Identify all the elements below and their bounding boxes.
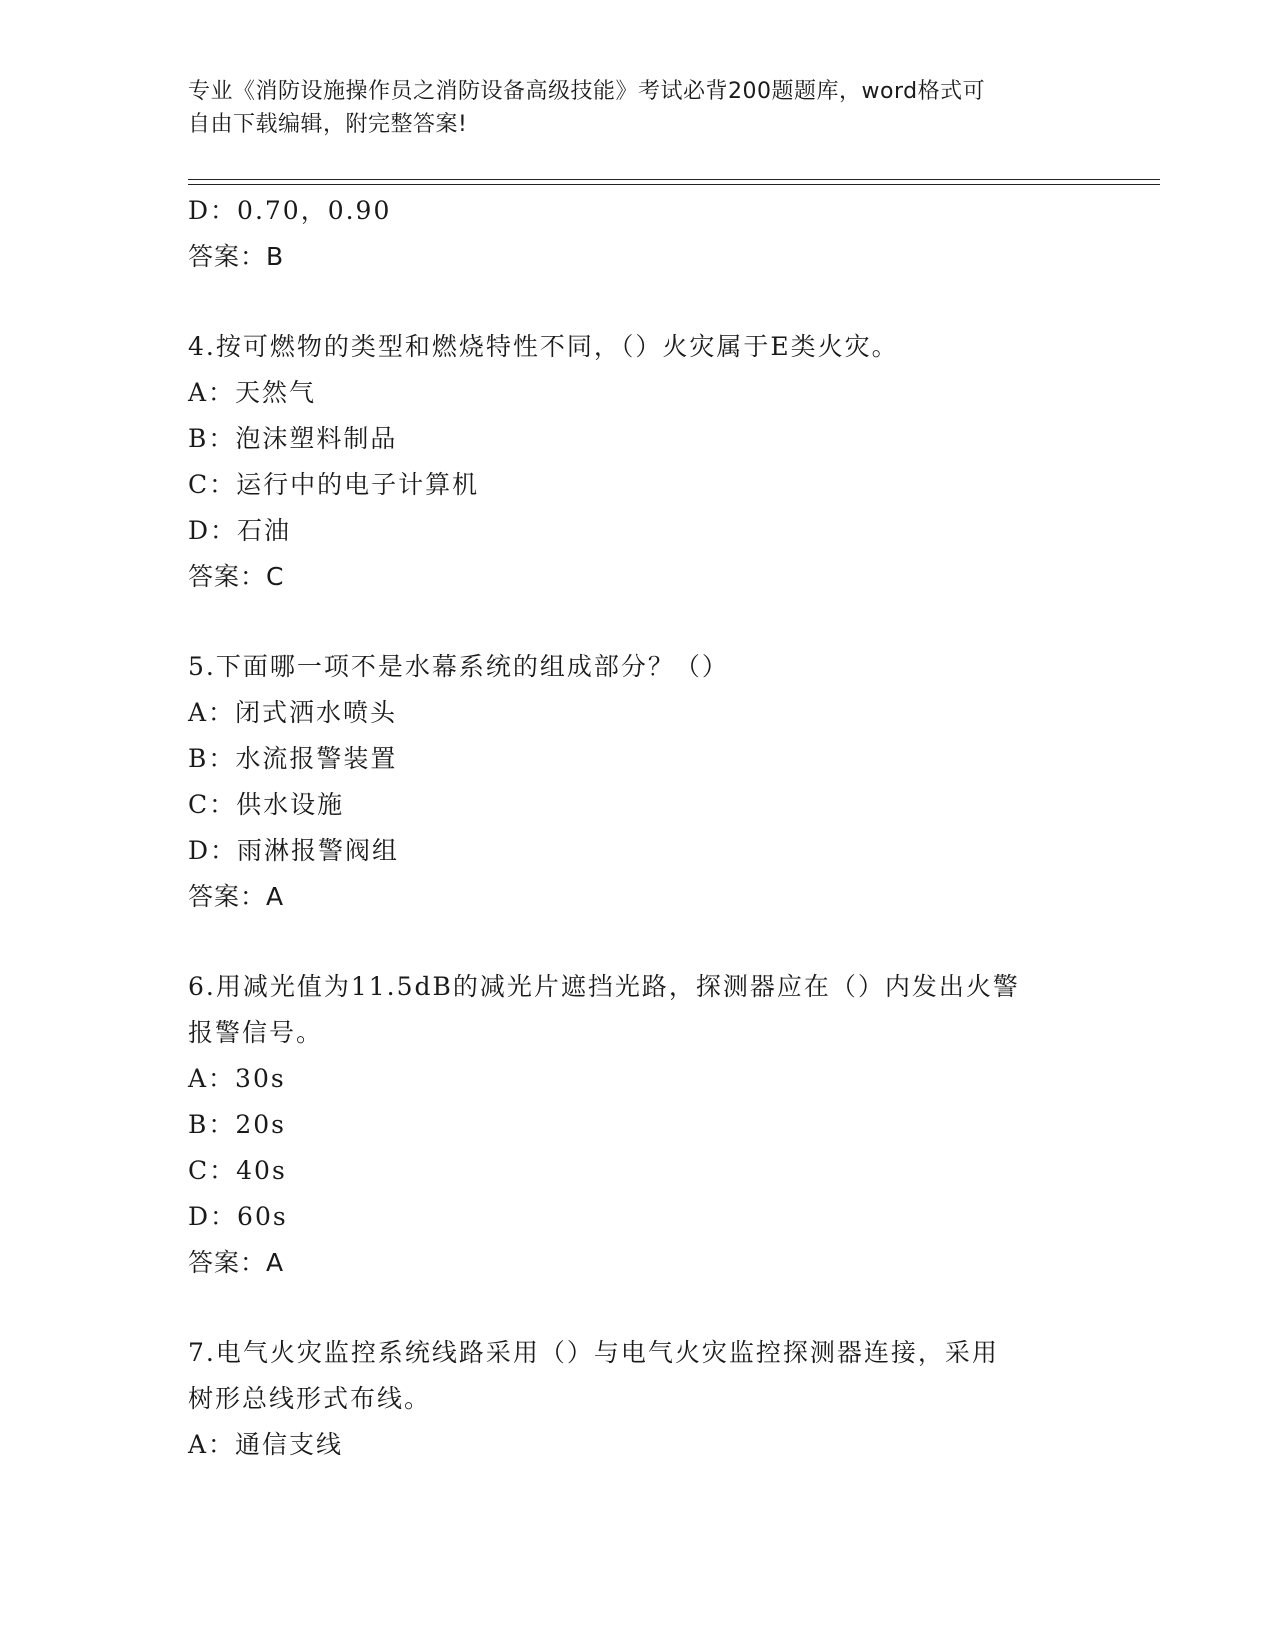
question-block bbox=[188, 964, 1118, 1286]
answer-line: 答案：A bbox=[188, 882, 285, 911]
option-b: B：20s bbox=[188, 1110, 287, 1139]
option-a: A：闭式洒水喷头 bbox=[188, 698, 398, 727]
header-line-1: 专业《消防设施操作员之消防设备高级技能》考试必背200题题库，word格式可 bbox=[188, 79, 986, 104]
option-d: D：石油 bbox=[188, 516, 292, 545]
answer-line: 答案：C bbox=[188, 562, 285, 591]
option-a: A：30s bbox=[188, 1064, 286, 1093]
question-block bbox=[188, 324, 1118, 600]
question-title: 4.按可燃物的类型和燃烧特性不同，（）火灾属于E类火灾。 bbox=[188, 332, 899, 361]
option-a: A：通信支线 bbox=[188, 1430, 344, 1459]
header-divider-bottom bbox=[188, 184, 1160, 185]
document-body bbox=[188, 188, 1118, 1468]
option-d: D：0.70，0.90 bbox=[188, 196, 392, 225]
option-a: A：天然气 bbox=[188, 378, 317, 407]
answer-line: 答案：A bbox=[188, 1248, 285, 1277]
option-b: B：水流报警装置 bbox=[188, 744, 398, 773]
header-divider-top bbox=[188, 179, 1160, 180]
document-header bbox=[188, 75, 1068, 141]
question-title-line-1: 7.电气火灾监控系统线路采用（）与电气火灾监控探测器连接，采用 bbox=[188, 1338, 999, 1367]
question-title: 5.下面哪一项不是水幕系统的组成部分？（） bbox=[188, 652, 729, 681]
question-title-line-2: 树形总线形式布线。 bbox=[188, 1384, 432, 1413]
option-c: C：运行中的电子计算机 bbox=[188, 470, 480, 499]
question-title-line-1: 6.用减光值为11.5dB的减光片遮挡光路，探测器应在（）内发出火警 bbox=[188, 972, 1020, 1001]
question-title-line-2: 报警信号。 bbox=[188, 1018, 324, 1047]
option-c: C：供水设施 bbox=[188, 790, 345, 819]
option-b: B：泡沫塑料制品 bbox=[188, 424, 398, 453]
option-d: D：60s bbox=[188, 1202, 288, 1231]
header-line-2: 自由下载编辑，附完整答案! bbox=[188, 112, 468, 137]
option-d: D：雨淋报警阀组 bbox=[188, 836, 400, 865]
question-block bbox=[188, 644, 1118, 920]
answer-line: 答案：B bbox=[188, 242, 285, 271]
question-block bbox=[188, 1330, 1118, 1468]
option-c: C：40s bbox=[188, 1156, 287, 1185]
